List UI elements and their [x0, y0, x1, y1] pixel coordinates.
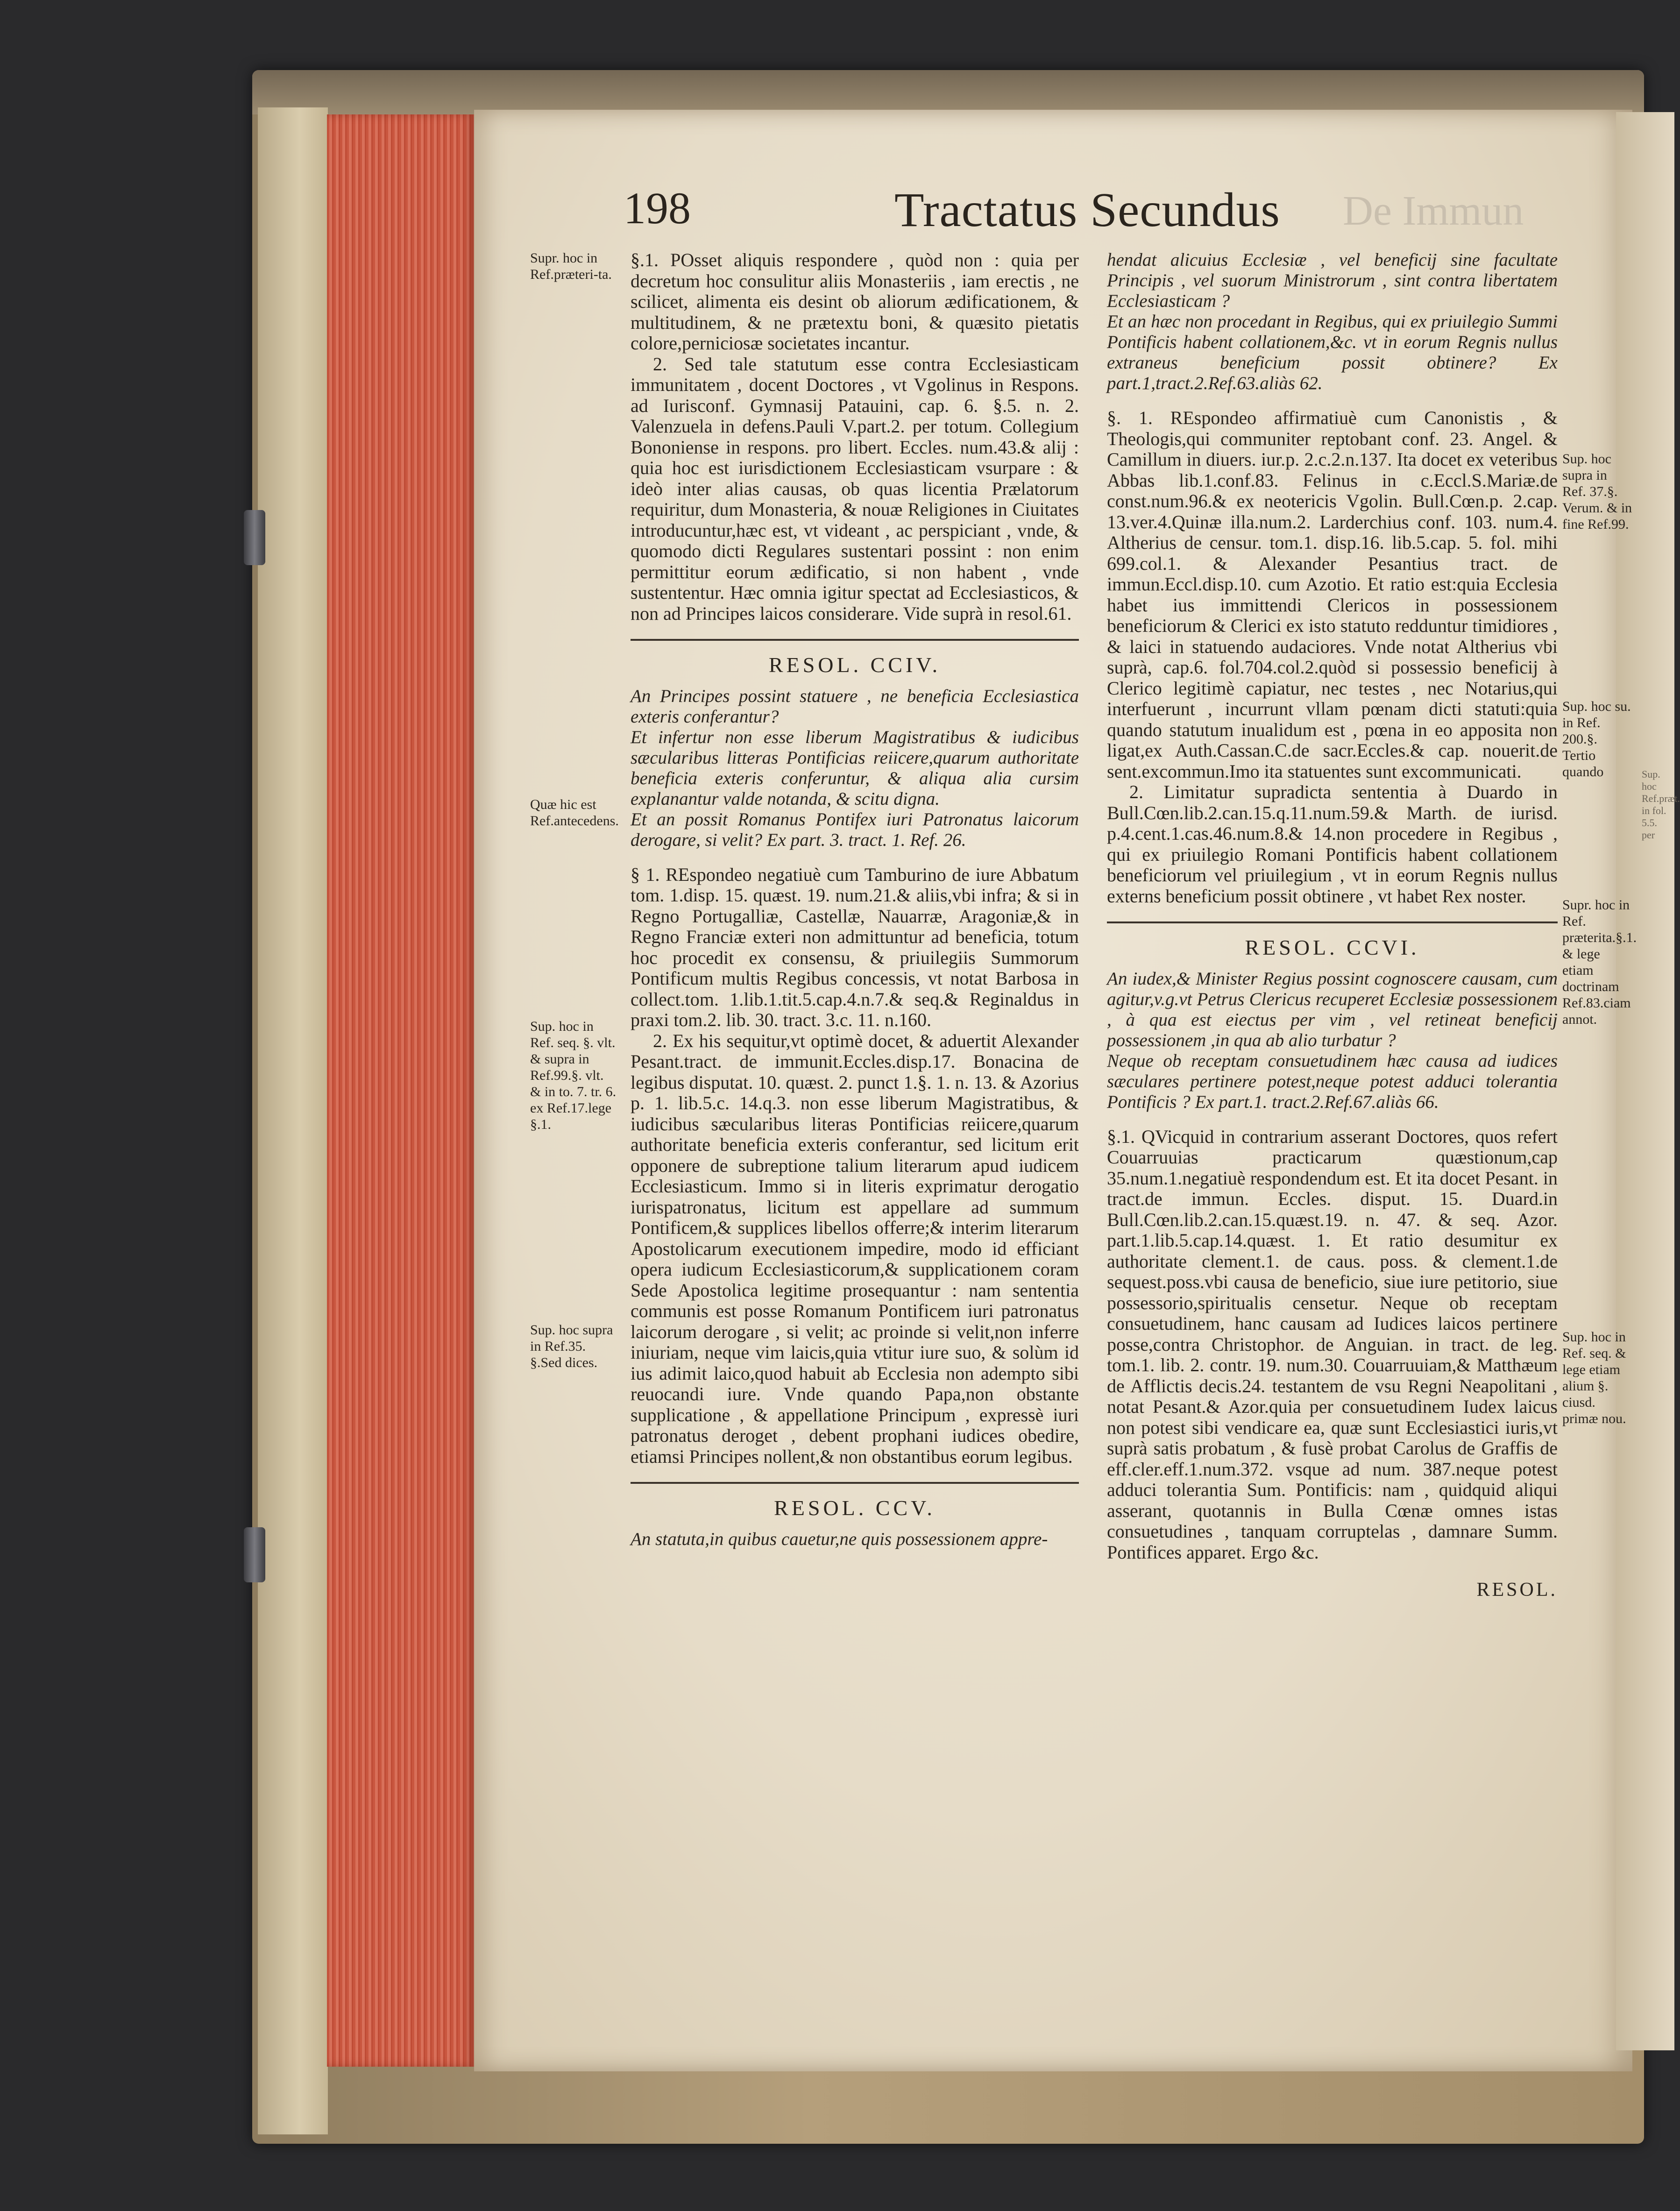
margin-note-right-1: Sup. hoc supra in Ref. 37.§. Verum. & in fine Ref.99.	[1562, 451, 1632, 532]
paragraph: 2. Limitatur supradicta sententia à Duardo in Bull.Cœn.lib.2.can.15.q.11.num.59.& Marth. de iurisd. p.4.cent.1.cas.46.num.8.& 14.non procedere in Regibus , qui ex priuilegio Romani Pontificis habent collationem beneficiorum vel priuilegium , vt in eorum Regnis nullus externs beneficium possit obtinere , vt habet Rex noster.	[1107, 781, 1558, 907]
margin-note-right-3: Supr. hoc in Ref. præterita.§.1. & lege etiam doctrinam Ref.83.ciam annot.	[1562, 897, 1637, 1027]
section-rule	[631, 639, 1079, 641]
question: Et infertur non esse liberum Magistratibus & iudicibus sæcularibus litteras Pontificias reiicere,quarum authoritate beneficia exteris conferuntur, & aliqua alia cursim explanantur valde notanda, & scitu digna.	[631, 727, 1079, 809]
page-content	[474, 110, 1680, 2071]
margin-note-left-4: Sup. hoc supra in Ref.35. §.Sed dices.	[530, 1322, 613, 1370]
resolution-heading: RESOL. CCVI.	[1245, 935, 1420, 959]
right-column	[1107, 250, 1558, 1601]
question: Et an hæc non procedant in Regibus, qui ex priuilegio Summi Pontificis habent collationem,&c. vt in eorum Regnis nullus extraneus beneficium possit obtinere? Ex part.1,tract.2.Ref.63.aliàs 62.	[1107, 312, 1558, 393]
red-page-edges	[327, 114, 474, 2067]
paragraph: §. 1. REspondeo affirmatiuè cum Canonistis , & Theologis,qui communiter reptobant conf. 23. Angel. & Camillum in diuers. iur.p. 2.c.2.n.137. Ita docet ex veteribus Abbas lib.1.conf.83. Felinus in c.Eccl.S.Mariæ.de const.num.96.& ex neotericis Vgolin. Bull.Cœn.p. 2.cap. 13.ver.4.Quinæ illa.num.2. Larderchius conf. 103. num.4. Altherius de censur. tom.1. disp.16. lib.5.cap. 5. fol. mihi 699.col.1. & Alexander Pesantius tract. de immun.Eccl.disp.10. cum Azotio. Et ratio est:quia Ecclesia habet ius immittendi Clericos in possessionem beneficiorum & Clerici ex isto statuto redduntur timidiores , & laici in statuendo audaciores. Vnde notat Altherius vbi suprà, cap.6. fol.704.col.2.quòd si possessio beneficij à Clerico legitimè capiatur, nec testes , nec Notarius,qui interfuerunt , incurrunt vllam pœnam dicti statuti:quia quando statutum inualidum est , pœna in eo apposita non ligat,ex Auth.Cassan.C.de sacr.Eccles.& cap. nouerit.de sent.excommun.Imo ita statuentes sunt excommunicati.	[1107, 407, 1558, 782]
section-rule	[631, 1482, 1079, 1484]
question: An iudex,& Minister Regius possint cognoscere causam, cum agitur,v.g.vt Petrus Clericus recuperet Ecclesiæ possessionem , à qua est eiectus per vim , vel retineat beneficij possessionem ,in qua ab alio turbatur ?	[1107, 968, 1558, 1050]
margin-note-right-2: Sup. hoc su. in Ref. 200.§. Tertio quando	[1562, 699, 1631, 780]
margin-note-left-1: Supr. hoc in Ref.præteri-ta.	[530, 250, 612, 282]
section-rule	[1107, 921, 1558, 923]
clasp-lower	[244, 1527, 265, 1582]
paragraph: § 1. REspondeo negatiuè cum Tamburino de iure Abbatum tom. 1.disp. 15. quæst. 19. num.21.& aliis,vbi infra; & si in Regno Portugalliæ, Castellæ, Nauarræ, Aragoniæ,& in Regno Franciæ exteri non admittuntur ad beneficia, totum hoc procedit ex consensu, & priuilegiis Summorum Pontificum multis Regibus concessis, vt notat Barbosa in collect.tom. 1.lib.1.tit.5.cap.4.n.7.& seq.& Reginaldus in praxi tom.2. lib. 30. tract. 3.c. 11. n.160.	[631, 864, 1079, 1030]
left-column	[631, 250, 1079, 1550]
question: An statuta,in quibus cauetur,ne quis possessionem appre-	[631, 1529, 1048, 1549]
margin-note-left-3: Sup. hoc in Ref. seq. §. vlt. & supra in Ref.99.§. vlt. & in to. 7. tr. 6. ex Ref.17.lege §.1.	[530, 1019, 617, 1132]
margin-note-facing: Sup. hoc Ref.præt. in fol. 5.5. per	[1642, 768, 1680, 841]
margin-note-left-2: Quæ hic est Ref.antecedens.	[530, 797, 619, 829]
paragraph: §.1. POsset aliquis respondere , quòd non : quia per decretum hoc consulitur aliis Monasteriis , iam erectis , ne scilicet, alimenta eis desint ob aliorum ædificationem, & multitudinem, & ne prætextu boni, & quæsito pietatis colore,perniciosæ societates incantur.	[631, 249, 1079, 354]
cover-spine	[258, 107, 328, 2134]
question: An Principes possint statuere , ne beneficia Ecclesiastica exteris conferantur?	[631, 686, 1079, 727]
question: Neque ob receptam consuetudinem hæc causa ad iudices sæculares pertinere potest,neque potest adduci tolerantia Pontificis ? Ex part.1. tract.2.Ref.67.aliàs 66.	[1107, 1050, 1558, 1112]
question: Et an possit Romanus Pontifex iuri Patronatus laicorum derogare, si velit? Ex part. 3. tract. 1. Ref. 26.	[631, 809, 1079, 850]
cover-top-edge	[252, 70, 1644, 114]
margin-note-right-4: Sup. hoc in Ref. seq. & lege etiam alium §. ciusd. primæ nou.	[1562, 1329, 1626, 1426]
running-title: Tractatus Secundus	[894, 183, 1280, 237]
paragraph: §.1. QVicquid in contrarium asserant Doctores, quos refert Couarruuias practicarum quæstionum,cap 35.num.1.negatiuè respondendum est. Et ita docet Pesant. in tract.de immun. Eccles. disput. 15. Duard.in Bull.Cœn.lib.2.can.15.quæst.19. n. 47. & seq. Azor. part.1.lib.5.cap.14.quæst. 1. Et ratio desumitur ex authoritate clement.1. de caus. poss. & clement.1.de sequest.poss.vbi causa de beneficio, siue iure petitorio, siue possessorio,spiritualis censetur. Neque ob receptam consuetudinem, hanc causam ad Iudices laicos pertinere posse,contra Christophor. de Anguian. in tract. de leg. tom.1. lib. 2. contr. 19. num.30. Couarruuiam,& Matthæum de Afflictis decis.24. testantem de vsu Regni Neapolitani , notat Pesant.& Azor.quia per consuetudinem Iudex laicus non potest sibi vendicare ea, quæ sunt Ecclesiastici iuris,vt suprà satis probatum , & fusè probat Carolus de Graffis de eff.cler.eff.1.num.372. vsque ad num. 387.neque potest adduci tolerantia Sum. Pontificis: nam , quidquid aliqui asserant, quotannis in Bulla Cœnæ omnes istas consuetudines , tanquam corruptelas , damnare Summ. Pontifices apparet. Ergo &c.	[1107, 1126, 1558, 1563]
paragraph: 2. Sed tale statutum esse contra Ecclesiasticam immunitatem , docent Doctores , vt Vgolinus in Respons. ad Iurisconf. Gymnasij Patauini, cap. 6. §.5. n. 2. Valenzuela in defens.Pauli V.part.2. per totum. Collegium Bononiense in respons. pro libert. Eccles. num.43.& alij : quia hoc est iurisdictionem Ecclesiasticam vsurpare : & ideò inter alias causas, ob quas licentia Prælatorum requiritur, dum Monasteria, & nouæ Religiones in Ciuitates introducuntur,hæc est, vt videant , ac perspiciant , vnde, & quomodo dicti Regulares sustentari possint : non enim permittitur eorum ædificatio, si non habent , vnde sustententur. Hæc omnia igitur spectat ad Ecclesiasticos, & non ad Principes laicos considerare. Vide suprà in resol.61.	[631, 353, 1079, 624]
resolution-heading: RESOL. CCIV.	[768, 653, 941, 677]
question-continued: hendat alicuius Ecclesiæ , vel beneficij sine facultate Principis , vel suorum Ministrorum , sint contra libertatem Ecclesiasticam ?	[1107, 250, 1558, 311]
show-through-title: De Immun	[1343, 188, 1524, 234]
paragraph: 2. Ex his sequitur,vt optimè docet, & aduertit Alexander Pesant.tract. de immunit.Eccles.disp.17. Bonacina de legibus disputat. 10. quæst. 2. punct 1.§. 1. n. 13. & Azorius p. 1. lib.5.c. 14.q.3. non esse liberum Magistratibus, & iudicibus sæcularibus literas Pontificias reiicere,quarum authoritate beneficia exteris conferantur, sed licitum erit opponere de subreptione talium literarum apud iudicem Ecclesiasticum. Immo si in literis exprimatur derogatio iurispatronatus, licitum est appellare ad summum Pontificem,& supplices libellos offerre;& interim literarum Apostolicarum executionem impedire, modo id efficiant opera iudicum Ecclesiasticorum,& supplicationem coram Sede Apostolica legitime prosequantur : nam sententia communis est posse Romanum Pontificem iuri patronatus laicorum derogare , si velit; ac proinde si velit,non inferre iniuriam, neque vim laicis,quia vtitur iure suo, & solùm id ius adimit laico,quod habuit ab Ecclesia non adempto sibi reuocandi iure. Vnde quando Papa,non obstante supplicatione , & appellatione Principum , expressè iuri patronatus deroget , debent prophani iudices obedire, etiamsi Principes nollent,& non obstantibus eorum legibus.	[631, 1030, 1079, 1467]
page-number: 198	[624, 183, 691, 233]
catchword: RESOL.	[1476, 1579, 1558, 1601]
resolution-heading: RESOL. CCV.	[774, 1496, 936, 1520]
clasp-upper	[244, 510, 265, 565]
